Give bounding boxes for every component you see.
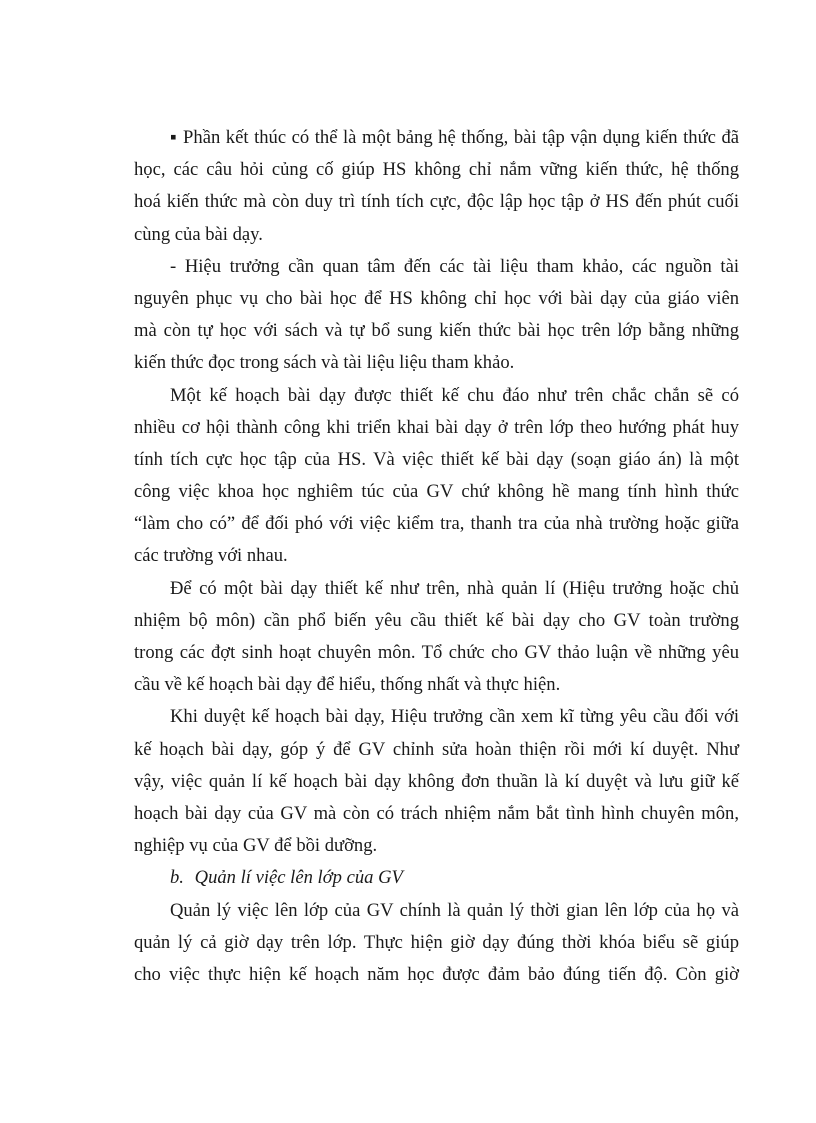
section-heading <box>134 862 739 894</box>
paragraph-class-management <box>134 895 739 992</box>
text-line: cầu về kế hoạch bài dạy để hiểu, thống nhất và thực hiện. <box>134 674 561 696</box>
text-line: Quản lý việc lên lớp của GV chính là quản lý thời gian lên lớp của họ và <box>170 899 739 921</box>
text-line: nhiệm bộ môn) cần phổ biến yêu cầu thiết kế bài dạy cho GV toàn trường <box>134 609 739 631</box>
text-line: mà còn tự học với sách và tự bổ sung kiến thức bài học trên lớp bằng những <box>134 320 739 342</box>
text-line: tính tích cực học tập của HS. Và việc thiết kế bài dạy (soạn giáo án) là một <box>134 448 739 470</box>
text-line: nhiều cơ hội thành công khi triển khai bài dạy ở trên lớp theo hướng phát huy <box>134 416 739 438</box>
paragraph-plan-approval <box>134 701 739 862</box>
text-line: nghiệp vụ của GV để bồi dưỡng. <box>134 835 378 857</box>
section-heading-text: Quản lí việc lên lớp của GV <box>194 867 403 889</box>
text-line: quản lý cả giờ dạy trên lớp. Thực hiện giờ dạy đúng thời khóa biểu sẽ giúp <box>134 931 739 953</box>
text-line: “làm cho có” để đối phó với việc kiểm tra, thanh tra của nhà trường hoặc giữa <box>134 513 739 535</box>
paragraph-closing-part <box>134 122 739 251</box>
text-line: cho việc thực hiện kế hoạch năm học được đảm bảo đúng tiến độ. Còn giờ <box>134 963 739 985</box>
text-line: các trường với nhau. <box>134 545 288 567</box>
text-line: trong các đợt sinh hoạt chuyên môn. Tổ chức cho GV thảo luận về những yêu <box>134 642 739 663</box>
text-line: cùng của bài dạy. <box>134 223 263 245</box>
paragraph-manager-dissemination <box>134 573 739 702</box>
text-line: - Hiệu trưởng cần quan tâm đến các tài liệu tham khảo, các nguồn tài <box>170 255 739 277</box>
text-line: công việc khoa học nghiêm túc của GV chứ không hề mang tính hình thức <box>134 481 739 503</box>
paragraph-reference-materials <box>134 251 739 380</box>
text-line: ▪ Phần kết thúc có thể là một bảng hệ thống, bài tập vận dụng kiến thức đã <box>170 127 739 148</box>
section-heading-label: b. <box>170 867 184 889</box>
text-line: Khi duyệt kế hoạch bài dạy, Hiệu trưởng cần xem kĩ từng yêu cầu đối với <box>170 706 739 728</box>
document-page <box>134 122 739 991</box>
text-line: Để có một bài dạy thiết kế như trên, nhà quản lí (Hiệu trưởng hoặc chủ <box>170 577 739 599</box>
text-line: vậy, việc quản lí kế hoạch bài dạy không đơn thuần là kí duyệt và lưu giữ kế <box>134 770 739 792</box>
text-line: nguyên phục vụ cho bài học để HS không chỉ học với bài dạy của giáo viên <box>134 287 739 309</box>
text-line: kế hoạch bài dạy, góp ý để GV chỉnh sửa hoàn thiện rồi mới kí duyệt. Như <box>134 738 739 760</box>
text-line: hoạch bài dạy của GV mà còn có trách nhiệm nắm bắt tình hình chuyên môn, <box>134 802 739 824</box>
text-line: hoá kiến thức mà còn duy trì tính tích cực, độc lập học tập ở HS đến phút cuối <box>134 191 739 213</box>
text-line: Một kế hoạch bài dạy được thiết kế chu đáo như trên chắc chắn sẽ có <box>170 384 739 406</box>
text-line: học, các câu hỏi củng cố giúp HS không chỉ nắm vững kiến thức, hệ thống <box>134 159 739 181</box>
text-line: kiến thức đọc trong sách và tài liệu liệu tham khảo. <box>134 352 515 374</box>
paragraph-lesson-plan-design <box>134 380 739 573</box>
